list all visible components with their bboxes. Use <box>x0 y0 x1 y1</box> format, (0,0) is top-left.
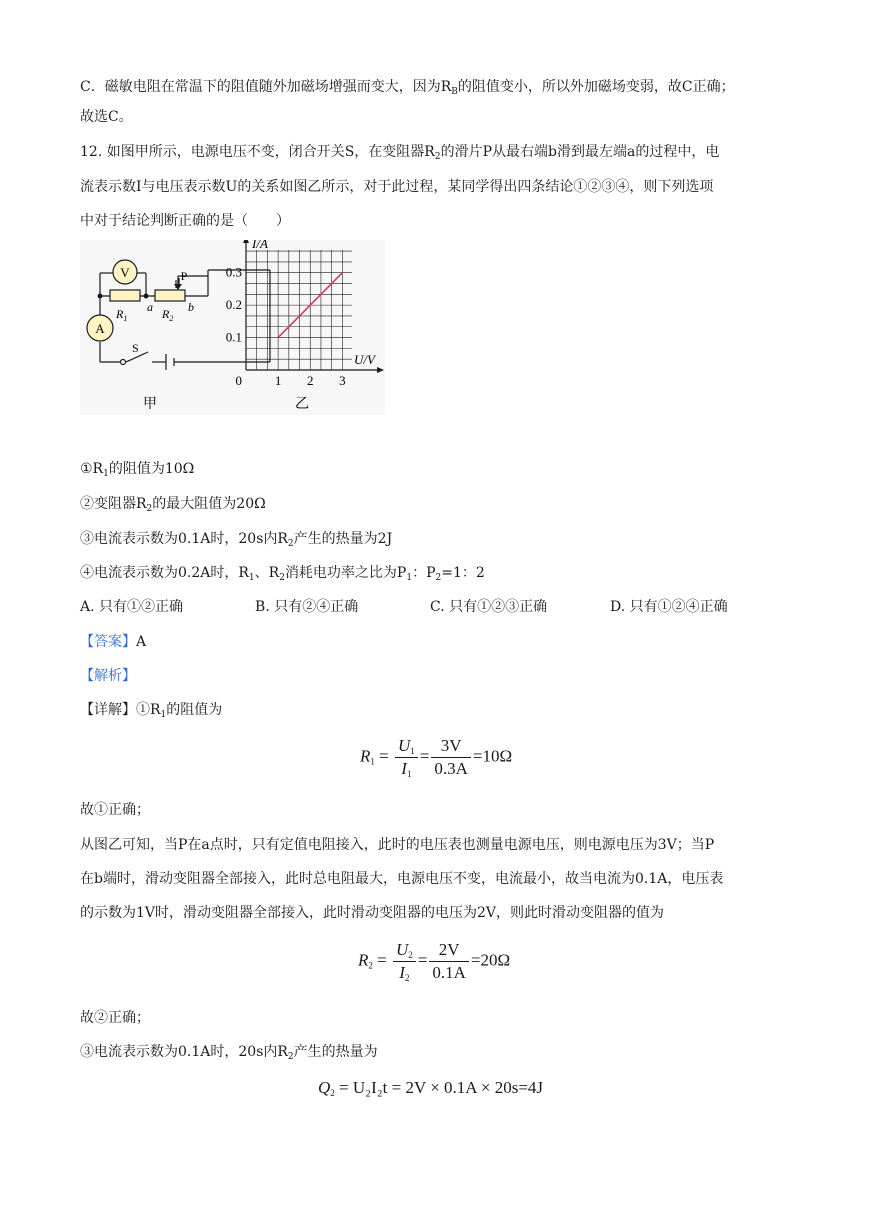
r2-label: $R_2$ <box>162 307 174 323</box>
analysis-tag: 【解析】 <box>80 668 136 684</box>
figure <box>80 240 385 415</box>
detail-correct2: 故②正确； <box>80 1010 150 1026</box>
y-tick-label: 0.1 <box>225 329 242 345</box>
option-c-text: C．磁敏电阻在常温下的阻值随外加磁场增强而变大，因为$R_B$的阻值变小，所以外加磁场变弱，故C正确； <box>80 79 735 97</box>
switch-label: S <box>132 341 139 355</box>
y-tick-label: 0.3 <box>225 264 242 280</box>
option-a: A. 只有①②正确 <box>80 599 184 615</box>
detail-line3: ③电流表示数为0.1A时，20s内$R_2$产生的热量为 <box>80 1044 378 1062</box>
graph-caption: 乙 <box>295 397 309 412</box>
x-axis-label: U/V <box>354 352 375 367</box>
question-12-line1: 12. 如图甲所示，电源电压不变，闭合开关S，在变阻器$R_2$的滑片P从最右端b滑到最左端a的过程中，电 <box>80 144 720 162</box>
equation-r1: $R_1$ = $\frac{U_1}{I_1}$ = $\frac{3V}{0.3A}$ =10Ω <box>360 736 513 779</box>
detail-line1: 【详解】$①R_1$的阻值为 <box>80 702 223 720</box>
voltmeter-label: V <box>120 265 130 280</box>
x-tick-label: 1 <box>274 373 282 388</box>
conclusion-2: ②变阻器$R_2$的最大阻值为20Ω <box>80 496 266 514</box>
detail-para3: 的示数为1V时，滑动变阻器全部接入，此时滑动变阻器的电压为2V，则此时滑动变阻器的值为 <box>80 905 665 921</box>
r1-resistor <box>110 290 140 301</box>
detail-para2: 在b端时，滑动变阻器全部接入，此时总电阻最大，电源电压不变，电流最小，故当电流为0.1A，电压表 <box>80 871 724 887</box>
x-tick-label: 2 <box>306 373 314 388</box>
y-tick-label: 0.2 <box>225 297 242 313</box>
ammeter-label: A <box>95 321 105 336</box>
switch-contact <box>121 360 126 365</box>
detail-correct1: 故①正确； <box>80 802 150 818</box>
question-12-line3: 中对于结论判断正确的是（ ） <box>80 213 290 229</box>
answer-line: 【答案】A <box>80 634 147 650</box>
r2-resistor <box>155 290 185 301</box>
select-c-text: 故选C。 <box>80 109 133 125</box>
y-axis-label: I/A <box>252 240 268 251</box>
end-b-label: b <box>188 300 194 314</box>
question-12-line2: 流表示数I与电压表示数U的关系如图乙所示，对于此过程，某同学得出四条结论①②③④，则下列选项 <box>80 179 714 195</box>
r1-label: $R_1$ <box>116 307 128 323</box>
answer-options <box>80 597 728 617</box>
option-d: D. 只有①②④正确 <box>610 599 728 615</box>
conclusion-1: $①R_1$的阻值为10Ω <box>80 461 195 479</box>
origin-label: 0 <box>235 373 242 388</box>
circuit-caption: 甲 <box>143 397 157 412</box>
equation-r2: $R_2$ = $\frac{U_2}{I_2}$ = $\frac{2V}{0.1A}$ =20Ω <box>358 940 511 983</box>
conclusion-3: ③电流表示数为0.1A时，20s内$R_2$产生的热量为2J <box>80 531 393 549</box>
x-tick-label: 3 <box>339 373 346 388</box>
slider-label: P <box>180 269 188 283</box>
conclusion-4: ④电流表示数为0.2A时，$R_1$、$R_2$消耗电功率之比为$P_1$：$P_2=1$：2 <box>80 565 485 583</box>
option-c: C. 只有①②③正确 <box>430 599 548 615</box>
option-b: B. 只有②④正确 <box>255 599 359 615</box>
equation-q2: $Q_2 = U_2I_2t = 2V \times 0.1A \times 20s=4J$ <box>318 1078 544 1098</box>
detail-para1: 从图乙可知，当P在a点时，只有定值电阻接入，此时的电压表也测量电源电压，则电源电压为3V；当P <box>80 837 715 853</box>
end-a-label: a <box>147 300 153 314</box>
